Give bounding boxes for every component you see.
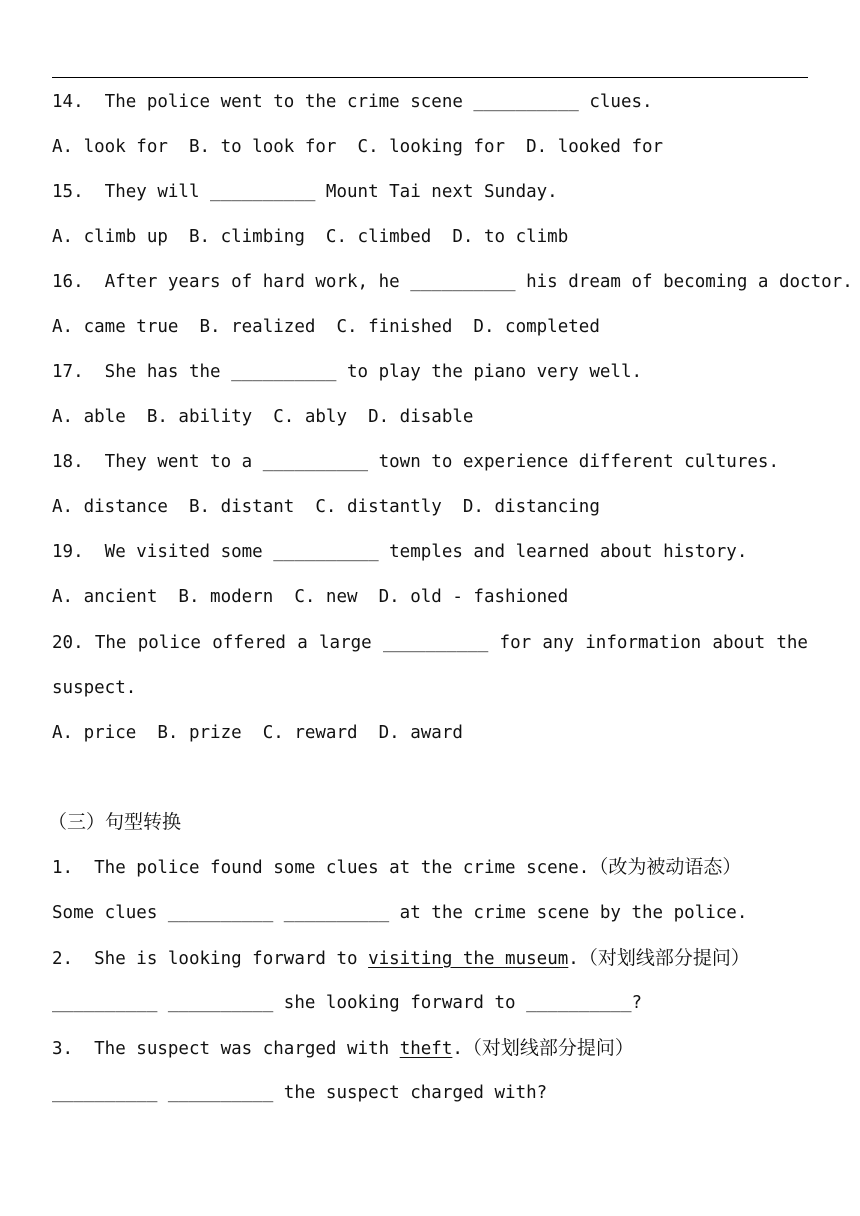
question-17: 17. She has the __________ to play the piano very well. bbox=[52, 362, 643, 382]
transform-3-question bbox=[52, 1037, 808, 1060]
transform-1-question bbox=[52, 856, 808, 879]
question-15: 15. They will __________ Mount Tai next Sunday. bbox=[52, 182, 558, 202]
underlined-part: theft bbox=[399, 1039, 453, 1059]
word: a bbox=[297, 633, 308, 653]
transform-2-answer: __________ __________ she looking forward to __________? bbox=[52, 993, 643, 1013]
period: . bbox=[452, 1039, 463, 1059]
top-rule bbox=[52, 77, 808, 78]
options-14: A. look for B. to look for C. looking for D. looked for bbox=[52, 137, 664, 157]
options-16: A. came true B. realized C. finished D. completed bbox=[52, 317, 600, 337]
question-14: 14. The police went to the crime scene __________ clues. bbox=[52, 92, 653, 112]
word: about bbox=[712, 633, 766, 653]
period: . bbox=[568, 949, 579, 969]
question-20 bbox=[52, 632, 808, 654]
underlined-part: visiting the museum bbox=[368, 949, 569, 969]
word: for bbox=[499, 633, 532, 653]
word: police bbox=[137, 633, 201, 653]
instruction: （对划线部分提问） bbox=[462, 1037, 634, 1059]
blank: __________ bbox=[382, 633, 489, 653]
question-19: 19. We visited some __________ temples and learned about history. bbox=[52, 542, 748, 562]
question-16: 16. After years of hard work, he __________ his dream of becoming a doctor. bbox=[52, 272, 853, 292]
transform-3-answer: __________ __________ the suspect charged with? bbox=[52, 1083, 548, 1103]
word: large bbox=[319, 633, 372, 653]
options-19: A. ancient B. modern C. new D. old - fashioned bbox=[52, 587, 569, 607]
options-18: A. distance B. distant C. distantly D. distancing bbox=[52, 497, 600, 517]
word: The bbox=[94, 633, 127, 653]
options-17: A. able B. ability C. ably D. disable bbox=[52, 407, 474, 427]
sentence: 3. The suspect was charged with bbox=[52, 1039, 400, 1059]
question-20-continued: suspect. bbox=[52, 678, 137, 698]
word: 20. bbox=[52, 633, 84, 653]
word: information bbox=[585, 633, 702, 653]
options-20: A. price B. prize C. reward D. award bbox=[52, 723, 463, 743]
instruction: （对划线部分提问） bbox=[578, 947, 750, 969]
word: the bbox=[776, 633, 808, 653]
transform-2-question bbox=[52, 947, 808, 970]
sentence: 1. The police found some clues at the crime scene. bbox=[52, 858, 590, 878]
question-18: 18. They went to a __________ town to experience different cultures. bbox=[52, 452, 779, 472]
section-heading: （三）句型转换 bbox=[48, 811, 182, 833]
instruction: （改为被动语态） bbox=[589, 856, 742, 878]
options-15: A. climb up B. climbing C. climbed D. to climb bbox=[52, 227, 569, 247]
word: any bbox=[542, 633, 575, 653]
sentence: 2. She is looking forward to bbox=[52, 949, 369, 969]
word: offered bbox=[212, 633, 286, 653]
transform-1-answer: Some clues __________ __________ at the crime scene by the police. bbox=[52, 903, 748, 923]
